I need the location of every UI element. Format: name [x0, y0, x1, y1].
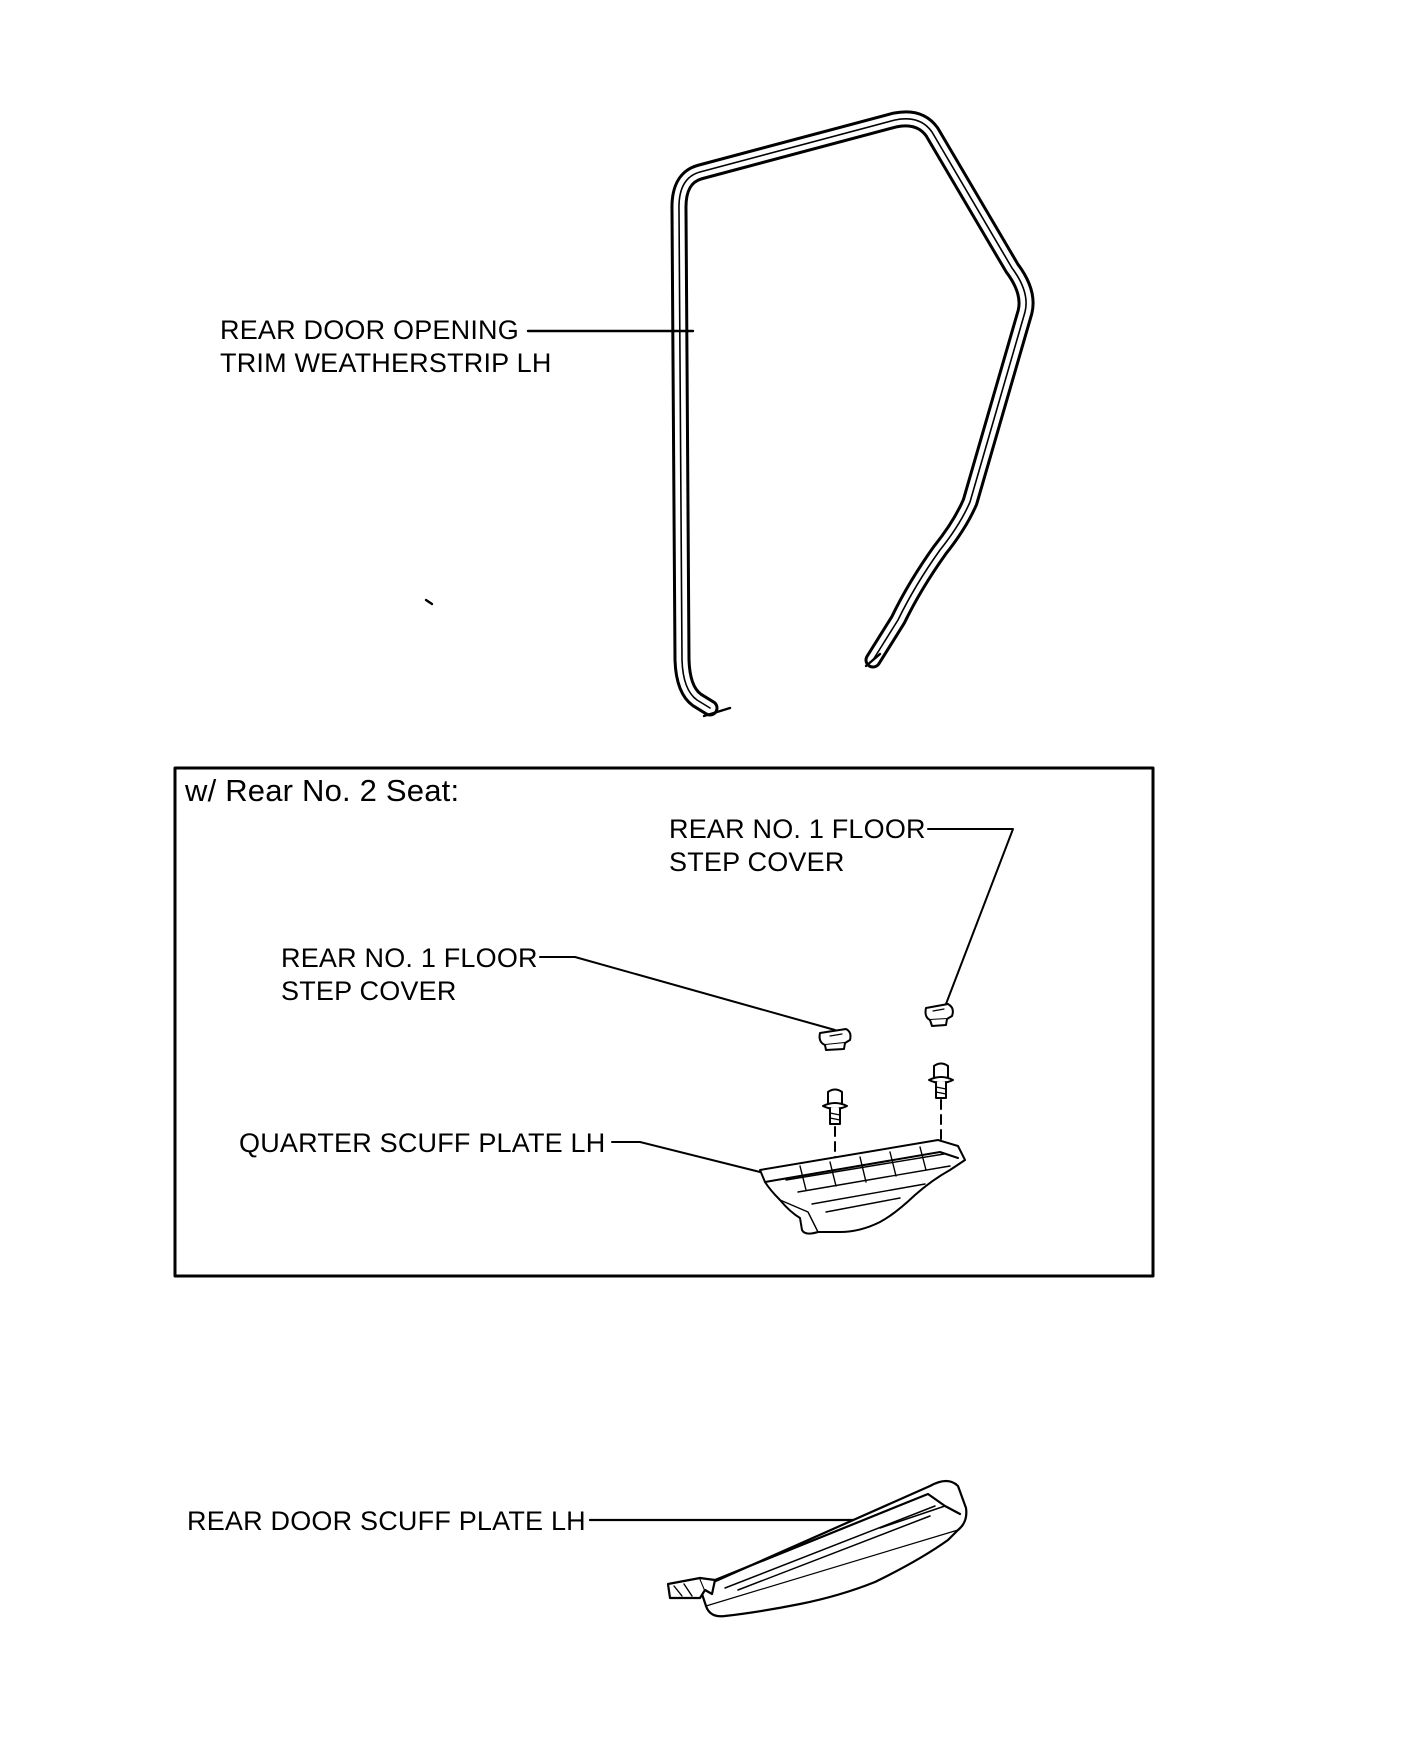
box-title-text: w/ Rear No. 2 Seat:: [185, 773, 460, 808]
step-cover-right-label: [669, 813, 926, 879]
quarter-scuff-plate-part: [760, 1140, 965, 1234]
weatherstrip-label-line2: TRIM WEATHERSTRIP LH: [220, 348, 552, 378]
step-cover-left-leader: [540, 957, 835, 1030]
step-cover-left-part: [820, 1029, 851, 1050]
weatherstrip-label-line1: REAR DOOR OPENING: [220, 315, 519, 345]
weatherstrip-part: [679, 119, 1026, 716]
quarter-scuff-plate-leader: [612, 1142, 760, 1172]
bolt-right: [929, 1064, 953, 1099]
box-title: [185, 773, 459, 809]
step-cover-left-label: [281, 942, 538, 1008]
step-cover-left-label-line1: REAR NO. 1 FLOOR: [281, 943, 538, 973]
step-cover-right-label-line1: REAR NO. 1 FLOOR: [669, 814, 926, 844]
step-cover-left-label-line2: STEP COVER: [281, 976, 457, 1006]
quarter-scuff-plate-label: [239, 1127, 605, 1160]
quarter-scuff-plate-label-text: QUARTER SCUFF PLATE LH: [239, 1128, 606, 1158]
step-cover-right-label-line2: STEP COVER: [669, 847, 845, 877]
bolt-left: [823, 1090, 847, 1125]
rear-door-scuff-plate-label-text: REAR DOOR SCUFF PLATE LH: [187, 1506, 586, 1536]
rear-door-scuff-plate-part: [668, 1481, 966, 1616]
stray-mark: [426, 600, 432, 604]
weatherstrip-label: [220, 314, 552, 380]
rear-door-scuff-plate-label: [187, 1505, 586, 1538]
step-cover-right-leader: [928, 829, 1013, 1004]
step-cover-right-part: [926, 1004, 953, 1026]
